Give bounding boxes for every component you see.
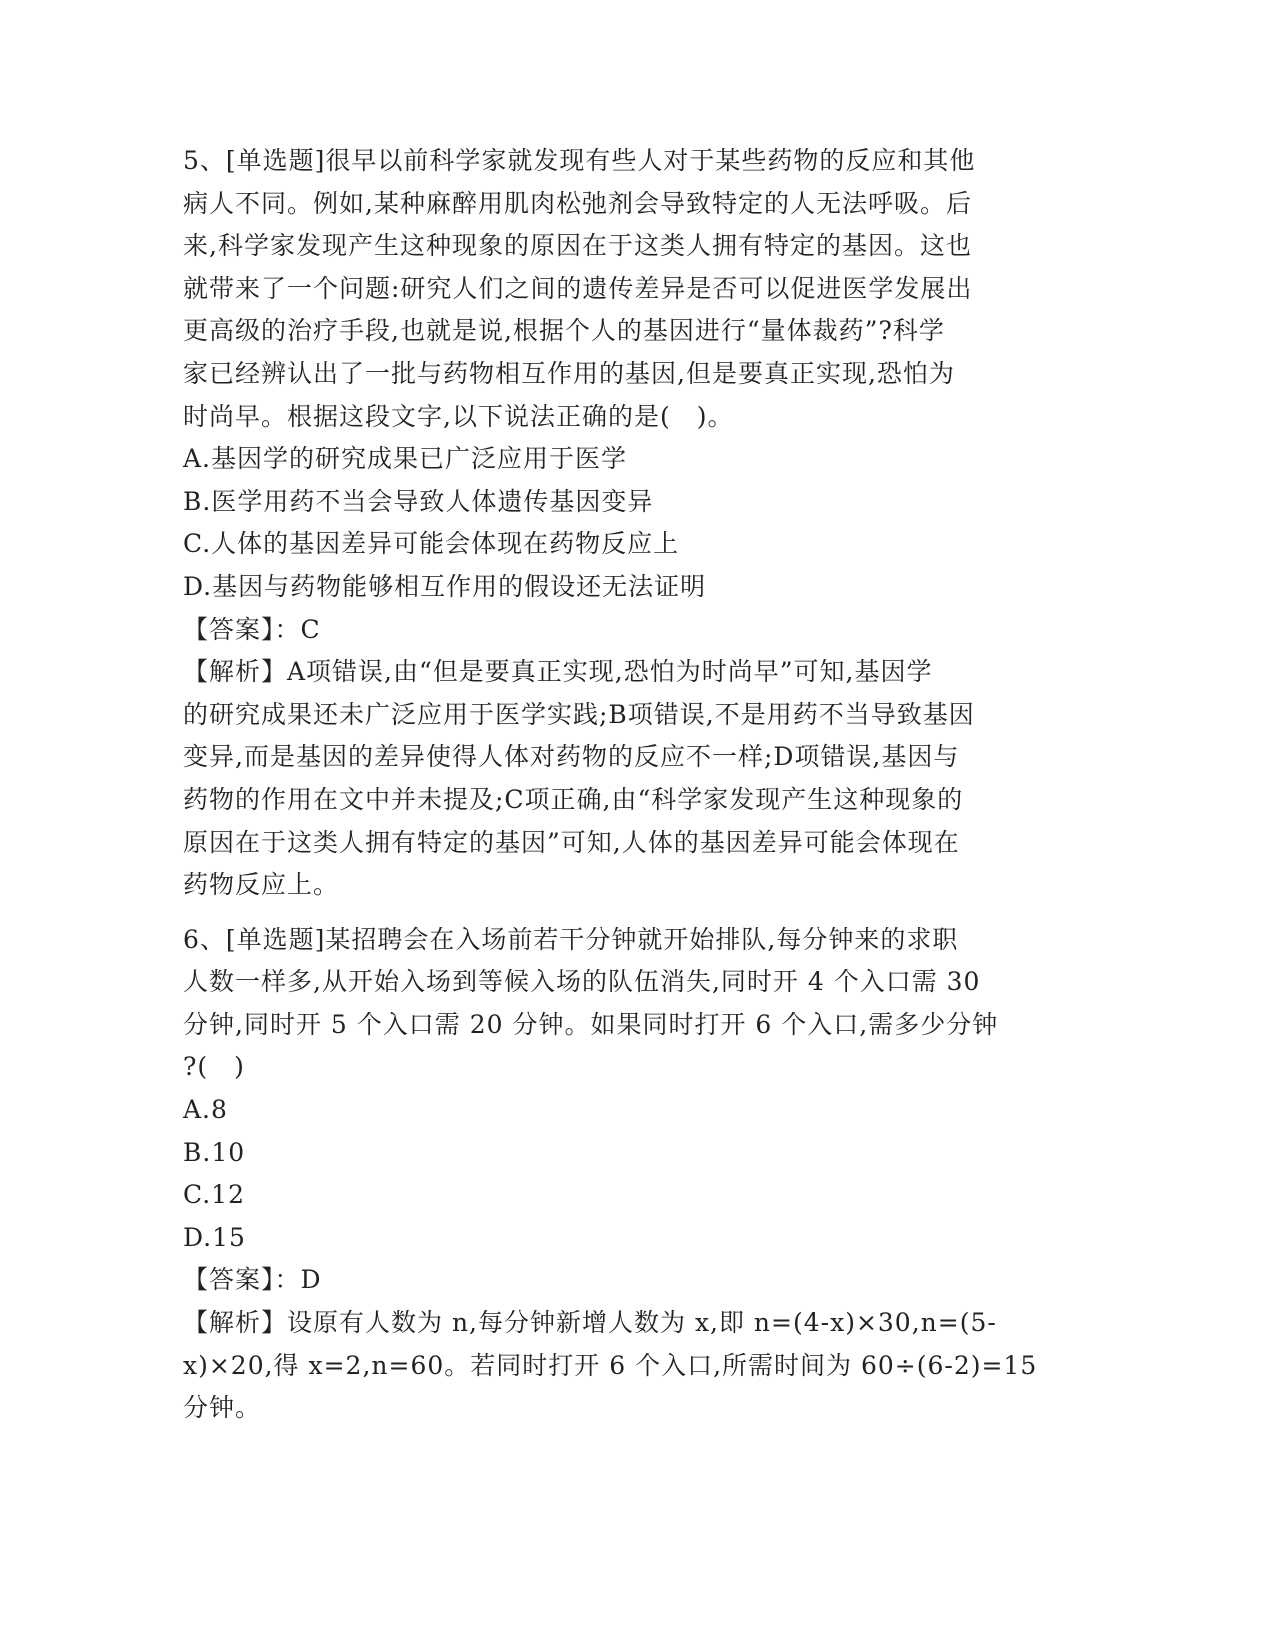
answer-line: 【答案】：D: [183, 1265, 322, 1295]
analysis-line: 分钟。: [183, 1393, 262, 1423]
stem-line: 5、[单选题]很早以前科学家就发现有些人对于某些药物的反应和其他: [183, 146, 976, 175]
analysis-line: 的研究成果还未广泛应用于医学实践;B项错误,不是用药不当导致基因: [183, 699, 975, 729]
stem-line: ?( ): [183, 1052, 245, 1082]
analysis-line: 【解析】A项错误,由“但是要真正实现,恐怕为时尚早”可知,基因学: [183, 657, 933, 687]
option-d: D.基因与药物能够相互作用的假设还无法证明: [183, 571, 707, 601]
stem-line: 分钟,同时开 5 个入口需 20 分钟。如果同时打开 6 个入口,需多少分钟: [183, 1009, 999, 1039]
stem-line: 时尚早。根据这段文字,以下说法正确的是( )。: [183, 401, 734, 431]
answer-line: 【答案】：C: [183, 614, 321, 644]
option-b: B.10: [183, 1137, 246, 1167]
analysis-line: 【解析】设原有人数为 n,每分钟新增人数为 x,即 n=(4-x)×30,n=(5-: [183, 1308, 997, 1338]
stem-line: 家已经辨认出了一批与药物相互作用的基因,但是要真正实现,恐怕为: [183, 358, 955, 388]
stem-line: 就带来了一个问题:研究人们之间的遗传差异是否可以促进医学发展出: [183, 273, 973, 303]
option-d: D.15: [183, 1222, 246, 1252]
stem-line: 来,科学家发现产生这种现象的原因在于这类人拥有特定的基因。这也: [183, 231, 972, 261]
option-a: A.8: [183, 1095, 228, 1125]
option-list: [183, 438, 1078, 608]
option-a: A.基因学的研究成果已广泛应用于医学: [183, 444, 628, 474]
question-separator: [183, 907, 1078, 919]
analysis-line: 药物反应上。: [183, 870, 340, 900]
analysis-line: 原因在于这类人拥有特定的基因”可知,人体的基因差异可能会体现在: [183, 827, 960, 857]
analysis-line: 药物的作用在文中并未提及;C项正确,由“科学家发现产生这种现象的: [183, 784, 964, 814]
question-stem: [183, 919, 1078, 1089]
option-list: [183, 1089, 1078, 1259]
stem-line: 6、[单选题]某招聘会在入场前若干分钟就开始排队,每分钟来的求职: [183, 924, 959, 954]
document-page: [183, 140, 1078, 1430]
question-block: [183, 919, 1078, 1430]
option-b: B.医学用药不当会导致人体遗传基因变异: [183, 486, 654, 516]
option-c: C.人体的基因差异可能会体现在药物反应上: [183, 529, 680, 559]
analysis-line: x)×20,得 x=2,n=60。若同时打开 6 个入口,所需时间为 60÷(6-2)=15: [183, 1350, 1038, 1380]
analysis: [183, 1302, 1078, 1430]
analysis-line: 变异,而是基因的差异使得人体对药物的反应不一样;D项错误,基因与: [183, 742, 960, 772]
analysis: [183, 651, 1078, 907]
question-stem: [183, 140, 1078, 438]
stem-line: 病人不同。例如,某种麻醉用肌肉松弛剂会导致特定的人无法呼吸。后: [183, 188, 972, 218]
stem-line: 人数一样多,从开始入场到等候入场的队伍消失,同时开 4 个入口需 30: [183, 967, 981, 997]
option-c: C.12: [183, 1180, 245, 1210]
stem-line: 更高级的治疗手段,也就是说,根据个人的基因进行“量体裁药”?科学: [183, 316, 945, 346]
question-block: [183, 140, 1078, 907]
